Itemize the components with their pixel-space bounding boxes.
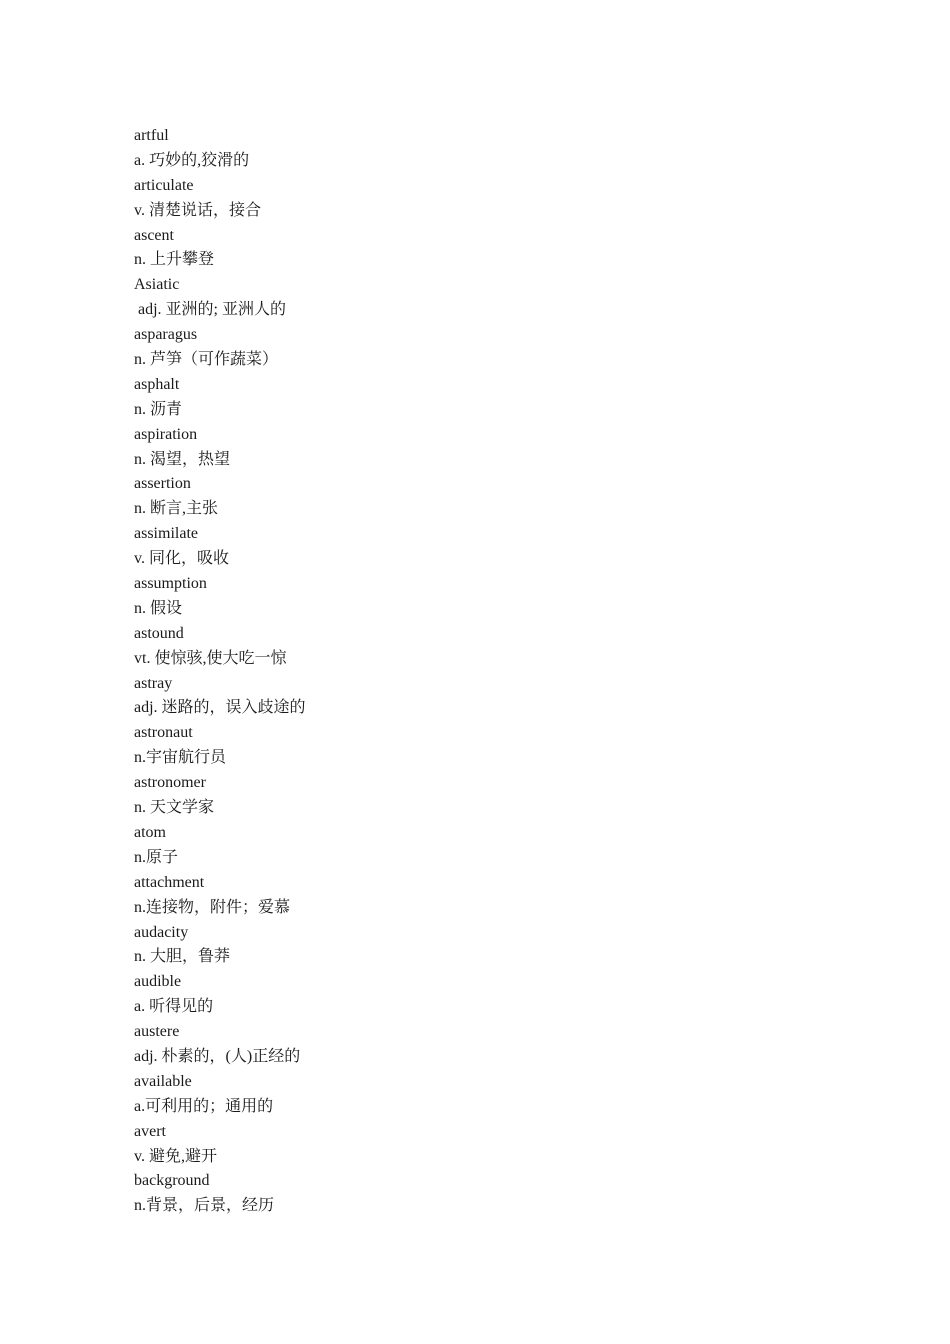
entry-word: astound xyxy=(134,624,184,642)
entry-definition: n. 大胆，鲁莽 xyxy=(134,948,231,966)
entry-definition: adj. 亚洲的; 亚洲人的 xyxy=(134,301,286,319)
entry-definition: a. 巧妙的,狡滑的 xyxy=(134,151,250,169)
entry-word: assimilate xyxy=(134,525,198,543)
entry-word: artful xyxy=(134,127,169,144)
entry-definition: vt. 使惊骇,使大吃一惊 xyxy=(134,649,287,667)
entry-word: background xyxy=(134,1172,210,1190)
entry-definition: n.原子 xyxy=(134,848,179,866)
entry-definition: n. 天文学家 xyxy=(134,799,215,817)
entry-word: audacity xyxy=(134,923,189,941)
entry-word: assertion xyxy=(134,475,191,493)
entry-word: atom xyxy=(134,823,166,841)
entry-word: ascent xyxy=(134,226,174,244)
entry-definition: n. 芦笋（可作蔬菜） xyxy=(134,351,279,369)
entry-word: asphalt xyxy=(134,375,180,393)
entry-definition: n. 沥青 xyxy=(134,400,183,418)
entry-definition: adj. 朴素的，(人)正经的 xyxy=(134,1047,301,1065)
entry-definition: n.宇宙航行员 xyxy=(134,749,227,767)
entry-word: articulate xyxy=(134,176,194,194)
vocabulary-list xyxy=(134,124,834,1219)
entry-definition: v. 清楚说话，接合 xyxy=(134,201,261,219)
entry-definition: n. 上升攀登 xyxy=(134,251,215,269)
entry-word: attachment xyxy=(134,873,205,891)
entry-word: asparagus xyxy=(134,326,198,344)
entry-word: astray xyxy=(134,674,173,692)
entry-word: avert xyxy=(134,1122,166,1140)
entry-definition: v. 避免,避开 xyxy=(134,1147,217,1165)
entry-word: audible xyxy=(134,973,182,991)
entry-word: austere xyxy=(134,1023,180,1041)
entry-word: astronaut xyxy=(134,724,193,742)
entry-definition: n. 断言,主张 xyxy=(134,500,219,518)
entry-word: assumption xyxy=(134,575,207,593)
entry-definition: adj. 迷路的，误入歧途的 xyxy=(134,699,306,717)
entry-definition: n.连接物，附件；爱慕 xyxy=(134,898,291,916)
entry-definition: n. 假设 xyxy=(134,599,183,617)
entry-definition: a.可利用的；通用的 xyxy=(134,1097,274,1115)
entry-definition: a. 听得见的 xyxy=(134,998,214,1016)
entry-word: astronomer xyxy=(134,774,206,792)
entry-word: available xyxy=(134,1072,192,1090)
entry-word: aspiration xyxy=(134,425,198,443)
entry-word: Asiatic xyxy=(134,276,180,294)
entry-definition: n. 渴望，热望 xyxy=(134,450,231,468)
entry-definition: v. 同化，吸收 xyxy=(134,550,229,568)
entry-definition: n.背景，后景，经历 xyxy=(134,1197,275,1215)
